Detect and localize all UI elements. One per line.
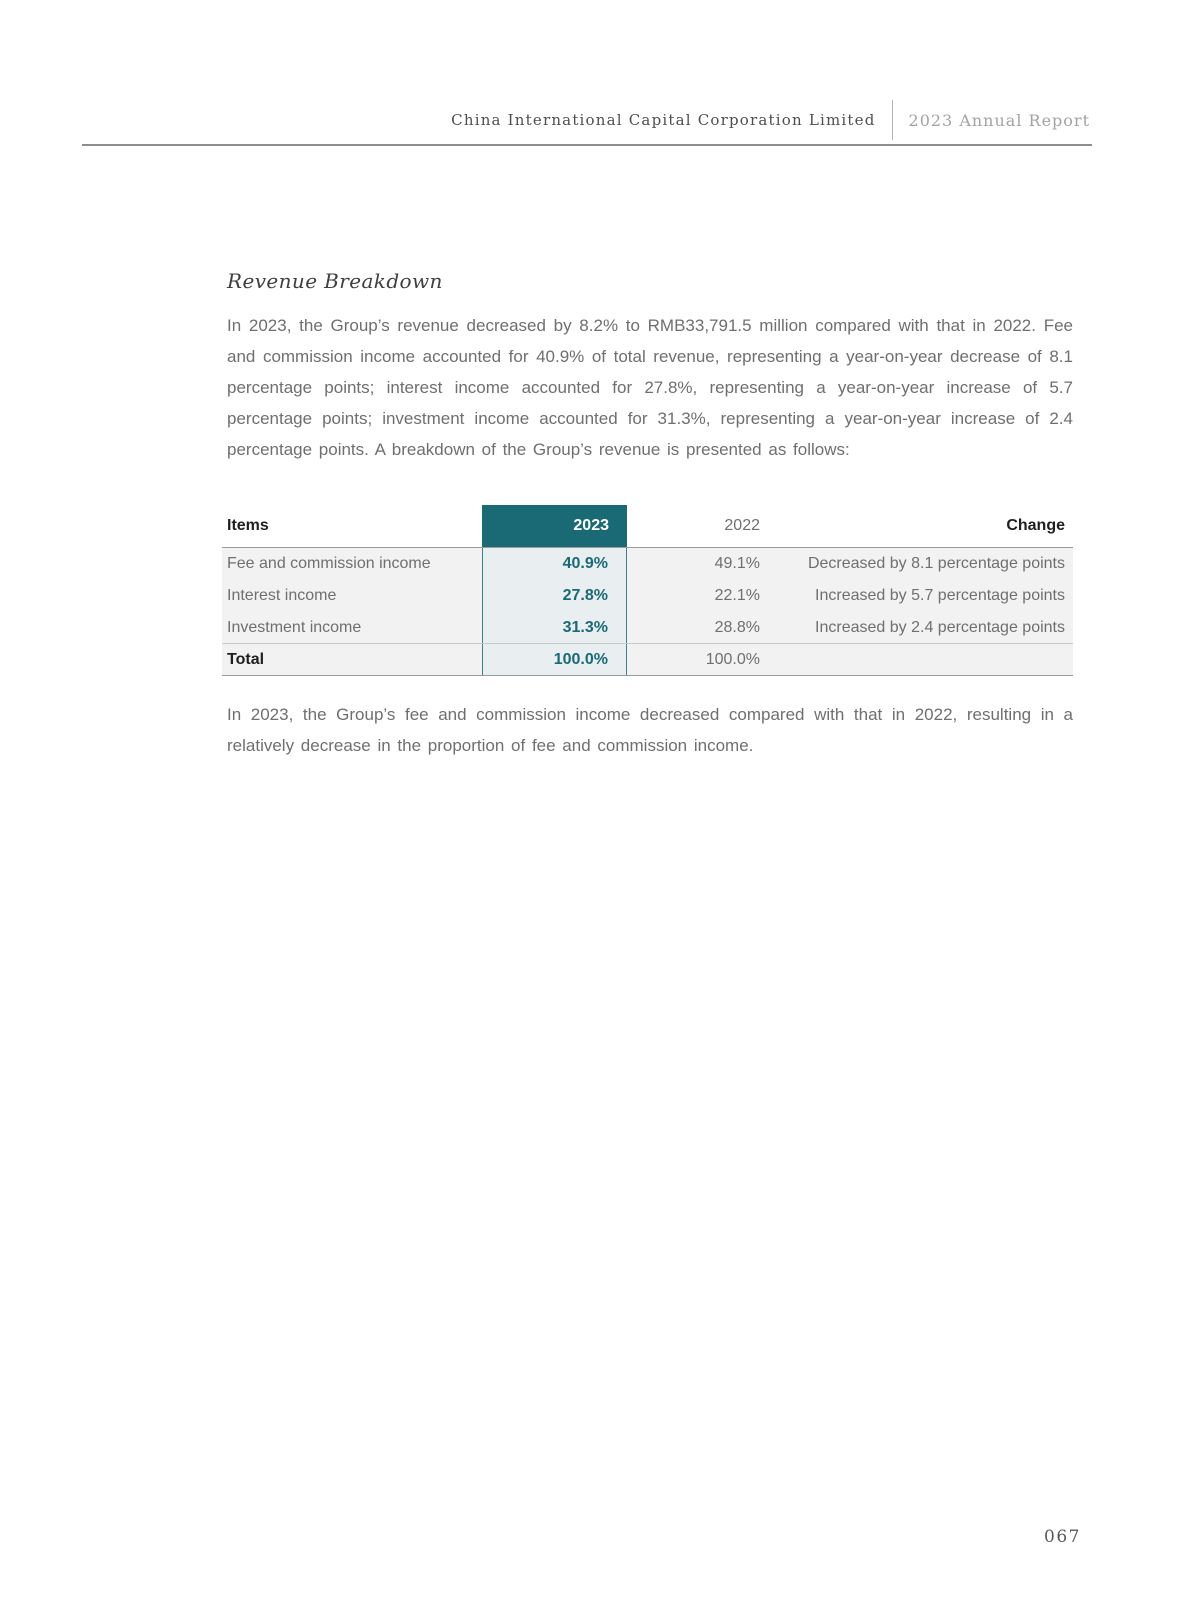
page-number: 067 xyxy=(1044,1527,1081,1547)
cell-2023: 31.3% xyxy=(482,612,627,643)
cell-2023: 40.9% xyxy=(482,548,627,580)
report-title: 2023 Annual Report xyxy=(908,110,1090,130)
cell-2023: 27.8% xyxy=(482,580,627,612)
table-row xyxy=(222,548,1073,580)
table-row xyxy=(222,580,1073,612)
table-header-row xyxy=(222,505,1073,548)
column-header-change: Change xyxy=(1006,517,1065,534)
column-header-2022: 2022 xyxy=(724,517,760,534)
paragraph-1: In 2023, the Group’s revenue decreased by 8.2% to RMB33,791.5 million compared with that in 2022. Fee and commission income accounted for 40.9% of total revenue, representing a year-on-year decrease of 8.1 percentage points; interest income accounted for 27.8%, representing a year-on-year increase of 5.7 percentage points; investment income accounted for 31.3%, representing a year-on-year increase of 2.4 percentage points. A breakdown of the Group’s revenue is presented as follows: xyxy=(227,316,1073,459)
section-title: Revenue Breakdown xyxy=(227,269,443,293)
table-total-row xyxy=(222,643,1073,676)
cell-total-change xyxy=(766,644,1073,675)
paragraph-2: In 2023, the Group’s fee and commission income decreased compared with that in 2022, resulting in a relatively decrease in the proportion of fee and commission income. xyxy=(227,705,1073,755)
cell-item: Interest income xyxy=(227,587,337,604)
running-header xyxy=(0,100,1090,140)
cell-change: Decreased by 8.1 percentage points xyxy=(807,555,1065,572)
table-body xyxy=(222,548,1073,643)
company-name: China International Capital Corporation Limited xyxy=(451,111,876,129)
cell-total-2022: 100.0% xyxy=(705,650,760,668)
cell-change: Increased by 2.4 percentage points xyxy=(815,618,1065,636)
table-row xyxy=(222,612,1073,643)
cell-total-2023: 100.0% xyxy=(482,644,627,675)
cell-change: Increased by 5.7 percentage points xyxy=(815,587,1065,604)
cell-item: Investment income xyxy=(227,618,362,636)
revenue-table xyxy=(222,505,1073,676)
cell-total-label: Total xyxy=(227,650,265,668)
column-header-items: Items xyxy=(227,517,269,534)
column-header-2023: 2023 xyxy=(482,505,627,547)
header-divider xyxy=(892,100,893,140)
cell-item: Fee and commission income xyxy=(227,555,431,572)
header-rule xyxy=(82,144,1092,146)
cell-2022: 22.1% xyxy=(714,587,760,604)
cell-2022: 28.8% xyxy=(714,618,760,636)
cell-2022: 49.1% xyxy=(714,555,760,572)
